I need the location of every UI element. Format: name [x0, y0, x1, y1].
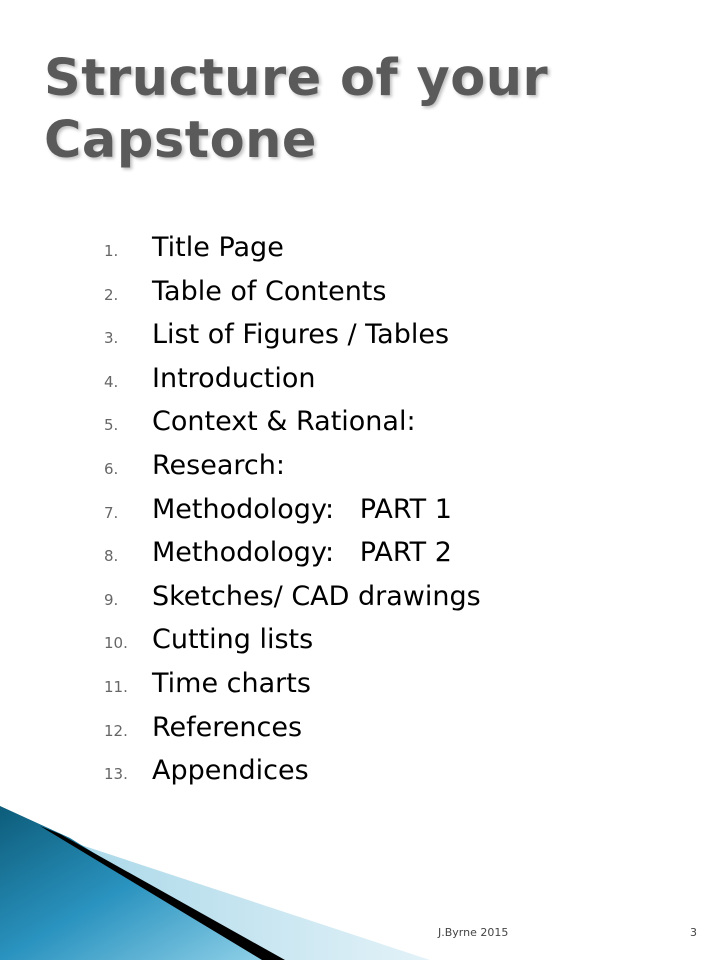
list-item-label: Appendices: [152, 755, 309, 787]
list-item-number: 6.: [104, 459, 119, 478]
list-item: [104, 755, 481, 799]
list-item-number: 7.: [104, 503, 119, 522]
structure-list: [104, 232, 481, 799]
slide-title-line-1: Structure of your: [44, 49, 549, 108]
list-item-label: Sketches/ CAD drawings: [152, 580, 481, 612]
list-item-number: 9.: [104, 590, 119, 609]
list-item-number: 13.: [104, 765, 128, 784]
list-item: [104, 624, 481, 668]
list-item-label: Methodology: PART 2: [152, 537, 452, 569]
list-item: [104, 494, 481, 538]
slide-title: [44, 48, 548, 172]
list-item-label: Context & Rational:: [152, 406, 416, 438]
page-number: 3: [690, 926, 697, 939]
list-item-label: Table of Contents: [152, 275, 387, 307]
footer-author: J.Byrne 2015: [438, 926, 509, 939]
list-item-label: List of Figures / Tables: [152, 319, 450, 351]
list-item-number: 3.: [104, 329, 119, 348]
list-item: [104, 363, 481, 407]
list-item: [104, 406, 481, 450]
list-item-number: 10.: [104, 634, 128, 653]
list-item-number: 1.: [104, 242, 119, 260]
list-item-label: Research:: [152, 449, 285, 481]
list-item-number: 2.: [104, 285, 119, 304]
list-item-label: Introduction: [152, 362, 316, 394]
list-item: [104, 537, 481, 581]
list-item-number: 5.: [104, 416, 119, 435]
slide-title-line-2: Capstone: [44, 111, 318, 170]
list-item-number: 8.: [104, 547, 119, 566]
list-item-number: 11.: [104, 677, 128, 696]
list-item-number: 4.: [104, 372, 119, 391]
list-item-number: 12.: [104, 721, 128, 740]
list-item: [104, 668, 481, 712]
blue-wedge-shape: [0, 806, 265, 960]
list-item: [104, 232, 481, 276]
list-item-label: Methodology: PART 1: [152, 493, 452, 525]
list-item: [104, 276, 481, 320]
list-item-label: Cutting lists: [152, 624, 314, 656]
list-item: [104, 319, 481, 363]
list-item-label: Time charts: [152, 667, 311, 699]
list-item: [104, 450, 481, 494]
light-band-shape: [0, 812, 430, 960]
list-item: [104, 712, 481, 756]
black-stripe-shape: [40, 826, 285, 960]
list-item-label: Title Page: [152, 232, 284, 263]
list-item: [104, 581, 481, 625]
list-item-label: References: [152, 711, 303, 743]
